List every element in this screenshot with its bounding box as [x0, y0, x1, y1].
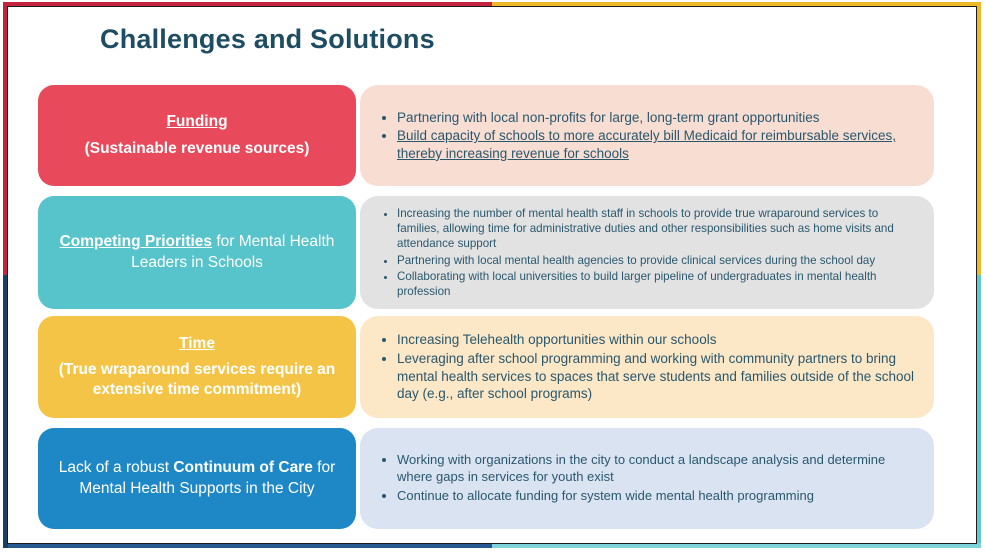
- challenge-text-segment: Competing Priorities: [59, 233, 213, 251]
- page-title: Challenges and Solutions: [100, 24, 435, 54]
- solution-box: [360, 85, 934, 186]
- challenge-solution-row: [38, 196, 934, 309]
- challenge-text-line: [56, 458, 338, 498]
- solution-bullet-item: • Working with organizations in the city to conduct a landscape analysis and determine where gaps in services for youth exist: [397, 452, 918, 486]
- solution-bullet-list: [376, 330, 918, 403]
- solution-bullet-list: [376, 205, 918, 301]
- challenge-text-segment: Time: [179, 334, 215, 352]
- challenge-text-segment: for Mental Health Leaders in Schools: [131, 233, 335, 271]
- challenges-solutions-table: [38, 85, 934, 529]
- challenge-box: [38, 316, 356, 418]
- solution-bullet-list: [376, 108, 918, 164]
- solution-box: [360, 428, 934, 529]
- challenge-text-segment: (True wraparound services require an extensive time commitment): [58, 360, 336, 399]
- challenge-box: [38, 428, 356, 529]
- frame-bottom-border: [3, 543, 981, 548]
- frame-right-border: [976, 2, 981, 548]
- challenge-text-line: [85, 139, 310, 159]
- solution-bullet-item: • Continue to allocate funding for system wide mental health programming: [397, 488, 918, 505]
- solution-bullet-item: • Partnering with local mental health agencies to provide clinical services during the school day: [397, 253, 918, 268]
- challenge-text-line: [179, 334, 215, 354]
- challenge-text-line: [56, 232, 338, 272]
- frame-top-border: [3, 2, 981, 7]
- challenge-text-line: [56, 360, 338, 400]
- challenge-text-segment: (Sustainable revenue sources): [84, 139, 310, 157]
- challenge-text-segment: Continuum of Care: [173, 459, 313, 477]
- challenge-solution-row: [38, 85, 934, 186]
- solution-bullet-item: • Partnering with local non-profits for large, long-term grant opportunities: [397, 109, 918, 127]
- solution-bullet-item: • Collaborating with local universities to build larger pipeline of undergraduates in mental health profession: [397, 269, 918, 300]
- solution-bullet-list: [376, 449, 918, 509]
- solution-bullet-item: • Build capacity of schools to more accurately bill Medicaid for reimbursable services, thereby increasing revenue for schools: [397, 127, 918, 162]
- solution-box: [360, 196, 934, 309]
- solution-bullet-item: • Leveraging after school programming and working with community partners to bring mental health services to spaces that serve students and families outside of the school day (e.g., after school programs): [397, 350, 918, 403]
- challenge-text-segment: for Mental Health Supports in the City: [79, 459, 336, 497]
- frame-left-border: [3, 2, 8, 548]
- challenge-text-line: [166, 112, 227, 132]
- solution-box: [360, 316, 934, 418]
- solution-bullet-item: • Increasing Telehealth opportunities within our schools: [397, 331, 918, 349]
- challenge-text-segment: Lack of a robust: [58, 459, 174, 477]
- challenge-box: [38, 85, 356, 186]
- solution-bullet-item: • Increasing the number of mental health staff in schools to provide true wraparound services to families, allowing time for administrative duties and other responsibilities such as home visits and attendance support: [397, 206, 918, 252]
- challenge-solution-row: [38, 428, 934, 529]
- challenge-text-segment: Funding: [166, 113, 228, 131]
- challenge-box: [38, 196, 356, 309]
- challenge-solution-row: [38, 316, 934, 418]
